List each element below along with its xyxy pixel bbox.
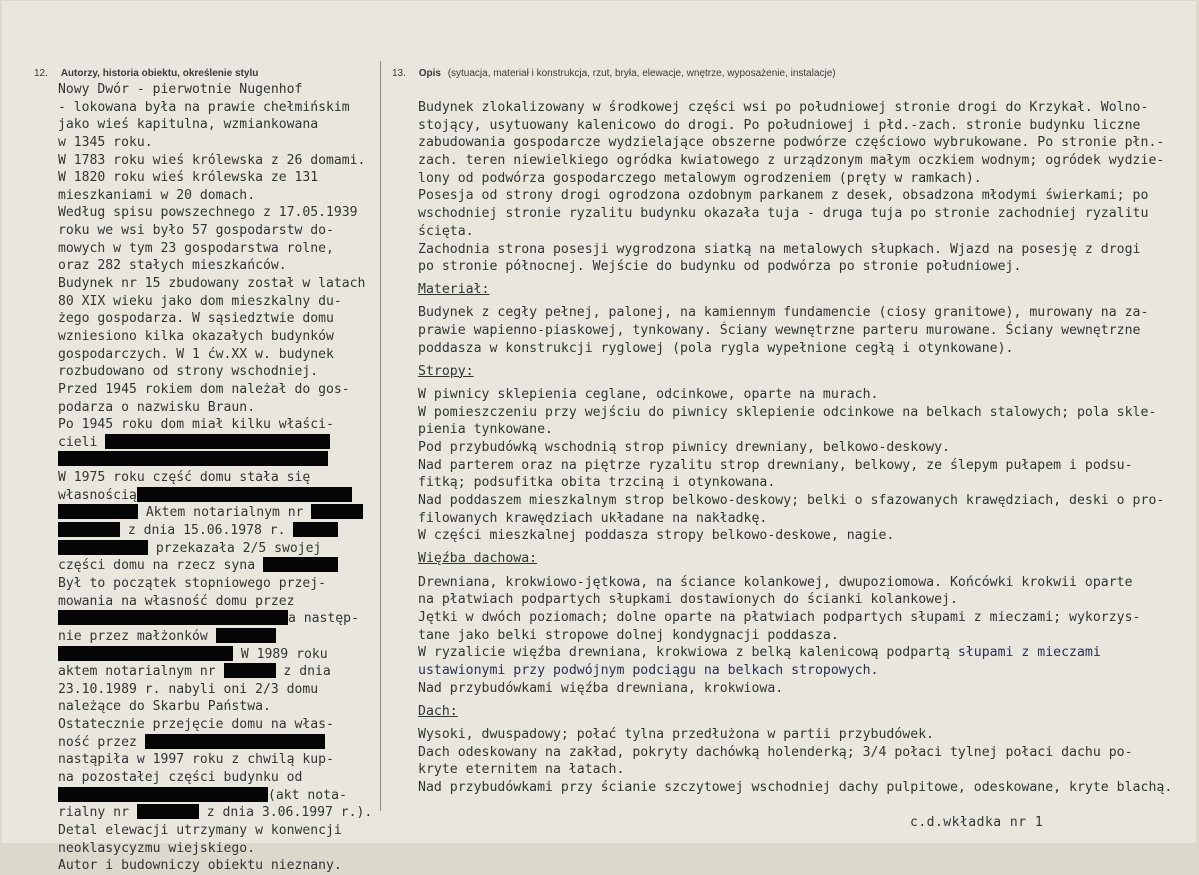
history-text: części domu na rzecz syna: [58, 558, 263, 574]
history-text: podarza o nazwisku Braun.: [58, 399, 256, 415]
history-line: [58, 857, 383, 875]
history-text: aktem notarialnym nr: [58, 664, 224, 680]
description-line: stojący, usytuowany kalenicowo do drogi. Po południowej i płd.-zach. stronie budynku liczne: [418, 117, 1141, 133]
history-line: [58, 840, 383, 858]
subheading: Więźba dachowa:: [418, 551, 538, 567]
history-text: Według spisu powszechnego z 17.05.1939: [58, 205, 358, 221]
redaction-bar: [58, 504, 138, 519]
description-line: Nad przybudówkami więźba drewniana, krokwiowa.: [418, 680, 784, 696]
history-text: w 1345 roku.: [58, 134, 153, 150]
history-text: należące do Skarbu Państwa.: [58, 699, 271, 715]
right-section-title-bold: Opis: [418, 68, 441, 79]
history-text: mowych w tym 23 gospodarstwa rolne,: [58, 240, 334, 256]
description-column: [418, 99, 1188, 797]
history-line: [58, 310, 383, 328]
history-line: [58, 540, 383, 558]
redaction-bar: [58, 451, 328, 466]
history-text: Autor i budowniczy obiektu nieznany.: [58, 858, 342, 874]
history-line: [58, 504, 383, 522]
history-text: 23.10.1989 r. nabyli oni 2/3 domu: [58, 681, 319, 697]
description-line: W części mieszkalnej poddasza stropy belkowo-deskowe, nagie.: [418, 528, 895, 544]
history-line: [58, 328, 383, 346]
description-line: Posesja od strony drogi ogrodzona ozdobnym parkanem z desek, obsadzona młodymi świerkami; po: [418, 188, 1149, 204]
history-text: W 1783 roku wieś królewska z 26 domami.: [58, 152, 366, 168]
description-line: Nad parterem oraz na piętrze ryzalitu strop drewniany, belkowy, ze ślepym pułapem i podsu-: [418, 457, 1133, 473]
history-line: [58, 804, 383, 822]
description-line: Nad poddaszem mieszkalnym strop belkowo-deskowy; belki o sfazowanych krawędziach, deski o pro-: [418, 493, 1165, 508]
description-line: Jętki w dwóch poziomach; dolne oparte na płatwiach podpartych słupami z mieczami; wykorzys-: [418, 609, 1141, 625]
history-text: przekazała 2/5 swojej: [148, 540, 322, 556]
history-text: rialny nr: [58, 805, 137, 821]
history-line: [58, 363, 383, 381]
history-line: [58, 663, 383, 681]
redaction-bar: [311, 504, 363, 519]
history-line: [58, 575, 383, 593]
history-text: Detal elewacji utrzymany w konwencji: [58, 822, 342, 838]
history-text: neoklasycyzmu wiejskiego.: [58, 840, 256, 856]
history-column: [58, 81, 383, 875]
history-text: Ostatecznie przejęcie domu na włas-: [58, 717, 334, 733]
redaction-bar: [58, 787, 268, 802]
description-line: W pomieszczeniu przy wejściu do piwnicy sklepienie odcinkowe na belkach stalowych; pola skle-: [418, 404, 1157, 420]
history-text: z dnia 15.06.1978 r.: [120, 523, 294, 539]
history-line: [58, 698, 383, 716]
history-text: oraz 282 stałych mieszkańców.: [58, 258, 287, 274]
history-text: nie przez małżonków: [58, 628, 216, 644]
history-text: - lokowana była na prawie chełmińskim: [58, 99, 350, 115]
history-line: [58, 646, 383, 664]
redaction-bar: [216, 628, 276, 643]
history-line: [58, 416, 383, 434]
history-line: [58, 610, 383, 628]
history-line: [58, 434, 383, 452]
history-text: Aktem notarialnym nr: [138, 505, 312, 521]
history-text: Po 1945 roku dom miał kilku właści-: [58, 417, 334, 433]
description-line: wschodniej stronie ryzalitu budynku okazała tuja - druga tuja po stronie zachodniej ryzalitu: [418, 206, 1149, 222]
description-line: lony od podwórza gospodarczego metalowym ogrodzeniem (pręty w ramkach).: [418, 170, 982, 186]
history-line: [58, 275, 383, 293]
description-line: Drewniana, krokwiowo-jętkowa, na ściance kolankowej, dwupoziomowa. Końcówki krokwii oparte: [418, 574, 1133, 590]
continuation-note: c.d.wkładka nr 1: [910, 815, 1044, 830]
history-text: mowania na własność domu przez: [58, 593, 295, 609]
history-text: nastąpiła w 1997 roku z chwilą kup-: [58, 752, 334, 768]
history-line: [58, 134, 383, 152]
description-text: W ryzalicie więźba drewniana, krokwiowa z belką kalenicową podpartą: [418, 645, 958, 661]
history-text: a następ-: [288, 611, 359, 627]
history-text: żego gospodarza. W sąsiedztwie domu: [58, 311, 334, 327]
history-line: [58, 451, 383, 469]
history-line: [58, 381, 383, 399]
history-text: (akt nota-: [268, 787, 347, 803]
history-line: [58, 240, 383, 258]
description-line: ścięta.: [418, 223, 474, 239]
inventory-card: [2, 1, 1196, 874]
history-line: [58, 487, 383, 505]
history-line: [58, 557, 383, 575]
history-text: Przed 1945 rokiem dom należał do gos-: [58, 381, 350, 397]
history-text: roku we wsi było 57 gospodarstw do-: [58, 223, 334, 239]
description-line: Dach odeskowany na zakład, pokryty dachówką holenderką; 3/4 połaci tylnej połaci dachu po-: [418, 744, 1133, 760]
description-line: zach. teren niewielkiego ogródka kwiatowego z urządzonym małym oczkiem wodnym; ogródek wydzie-: [418, 153, 1165, 169]
description-line: filowanych krawędziach układane na nakładkę.: [418, 510, 768, 526]
description-line: Pod przybudówką wschodnią strop piwnicy drewniany, belkowo-deskowy.: [418, 439, 950, 455]
description-line: Budynek z cegły pełnej, palonej, na kamiennym fundamencie (ciosy granitowe), murowany na za-: [418, 305, 1149, 321]
history-text: własnością: [58, 487, 137, 503]
description-line: po stronie północnej. Wejście do budynku od podwórza po stronie południowej.: [418, 259, 1022, 275]
history-text: Był to początek stopniowego przej-: [58, 575, 327, 591]
history-line: [58, 822, 383, 840]
redaction-bar: [58, 522, 120, 537]
subheading: Dach:: [418, 703, 458, 719]
description-line: [418, 662, 1188, 680]
redaction-bar: [58, 610, 288, 625]
history-line: [58, 769, 383, 787]
history-text: gospodarczych. W 1 ćw.XX w. budynek: [58, 346, 334, 362]
history-line: [58, 204, 383, 222]
description-line: Wysoki, dwuspadowy; połać tylna przedłużona w partii przybudówek.: [418, 726, 935, 742]
history-text: Nowy Dwór - pierwotnie Nugenhof: [58, 82, 303, 97]
history-line: [58, 734, 383, 752]
history-text: W 1989 roku: [233, 646, 328, 662]
stamped-insert-text: słupami z mieczami: [957, 645, 1101, 661]
history-text: ność przez: [58, 734, 145, 750]
history-text: Budynek nr 15 zbudowany został w latach: [58, 276, 366, 292]
history-line: [58, 593, 383, 611]
stamped-insert-text: ustawionymi przy podwójnym podciągu na belkach stropowych.: [418, 662, 879, 678]
history-line: [58, 222, 383, 240]
history-line: [58, 681, 383, 699]
redaction-bar: [58, 646, 233, 661]
history-text: jako wieś kapitulna, wzmiankowana: [58, 117, 319, 133]
history-text: na pozostałej części budynku od: [58, 769, 303, 785]
history-line: [58, 346, 383, 364]
history-text: mieszkaniami w 20 domach.: [58, 187, 256, 203]
history-line: [58, 522, 383, 540]
subheading: Materiał:: [418, 282, 490, 298]
history-line: [58, 116, 383, 134]
redaction-bar: [105, 434, 330, 449]
history-line: [58, 257, 383, 275]
description-line: [418, 644, 1188, 662]
description-line: tane jako belki stropowe dolnej kondygnacji poddasza.: [418, 627, 839, 643]
history-line: [58, 716, 383, 734]
redaction-bar: [293, 522, 338, 537]
redaction-bar: [224, 663, 276, 678]
left-section-number: 12.: [34, 68, 48, 79]
history-line: [58, 169, 383, 187]
history-line: [58, 469, 383, 487]
left-section-title: Autorzy, historia obiektu, określenie stylu: [60, 68, 259, 79]
description-line: poddasza w konstrukcji ryglowej (pola rygla wypełnione cegłą i otynkowane).: [418, 340, 1014, 356]
right-section-number: 13.: [392, 68, 406, 79]
redaction-bar: [137, 487, 352, 502]
history-text: cieli: [58, 434, 106, 450]
history-text: z dnia: [275, 664, 331, 680]
redaction-bar: [145, 734, 325, 749]
description-line: prawie wapienno-piaskowej, tynkowany. Ściany wewnętrzne parteru murowane. Ściany wewnętrzne: [418, 323, 1141, 339]
history-line: [58, 99, 383, 117]
description-line: zabudowania gospodarcze wydzielające obszerne podwórze częściowo wybrukowane. Po stronie płn.-: [418, 135, 1165, 151]
history-text: z dnia 3.06.1997 r.).: [198, 805, 373, 821]
redaction-bar: [137, 804, 199, 819]
description-line: W piwnicy sklepienia ceglane, odcinkowe, oparte na murach.: [418, 386, 879, 402]
description-line: pienia tynkowane.: [418, 422, 553, 438]
description-line: fitką; podsufitka obita trzciną i otynkowana.: [418, 475, 776, 491]
left-section-header: [34, 68, 258, 79]
history-text: rozbudowano od strony wschodniej.: [58, 364, 319, 380]
history-line: [58, 399, 383, 417]
history-text: W 1820 roku wieś królewska ze 131: [58, 170, 319, 186]
history-line: [58, 751, 383, 769]
right-section-header: [392, 68, 836, 79]
history-line: [58, 293, 383, 311]
history-line: [58, 152, 383, 170]
history-text: W 1975 roku część domu stała się: [58, 470, 311, 486]
redaction-bar: [263, 557, 338, 572]
description-line: na płatwiach podpartych słupkami dostawionych do ścianki kolankowej.: [418, 592, 958, 608]
right-section-title-rest: (sytuacja, materiał i konstrukcja, rzut, bryła, elewacje, wnętrze, wyposażenie, instalacje): [447, 68, 836, 79]
history-line: [58, 628, 383, 646]
history-line: [58, 187, 383, 205]
redaction-bar: [58, 540, 148, 555]
history-text: 80 XIX wieku jako dom mieszkalny du-: [58, 293, 342, 309]
history-line: [58, 787, 383, 805]
subheading: Stropy:: [418, 363, 474, 379]
description-line: kryte eternitem na łatach.: [418, 762, 625, 778]
history-line: [58, 81, 383, 99]
description-line: Budynek zlokalizowany w środkowej części wsi po południowej stronie drogi do Krzykał. Wolno-: [418, 100, 1149, 115]
history-text: wzniesiono kilka okazałych budynków: [58, 328, 334, 344]
description-line: Nad przybudówkami przy ścianie szczytowej wschodniej dachy pulpitowe, odeskowane, kryte blachą.: [418, 779, 1173, 795]
description-line: Zachodnia strona posesji wygrodzona siatką na metalowych słupkach. Wjazd na posesję z drogi: [418, 241, 1141, 257]
